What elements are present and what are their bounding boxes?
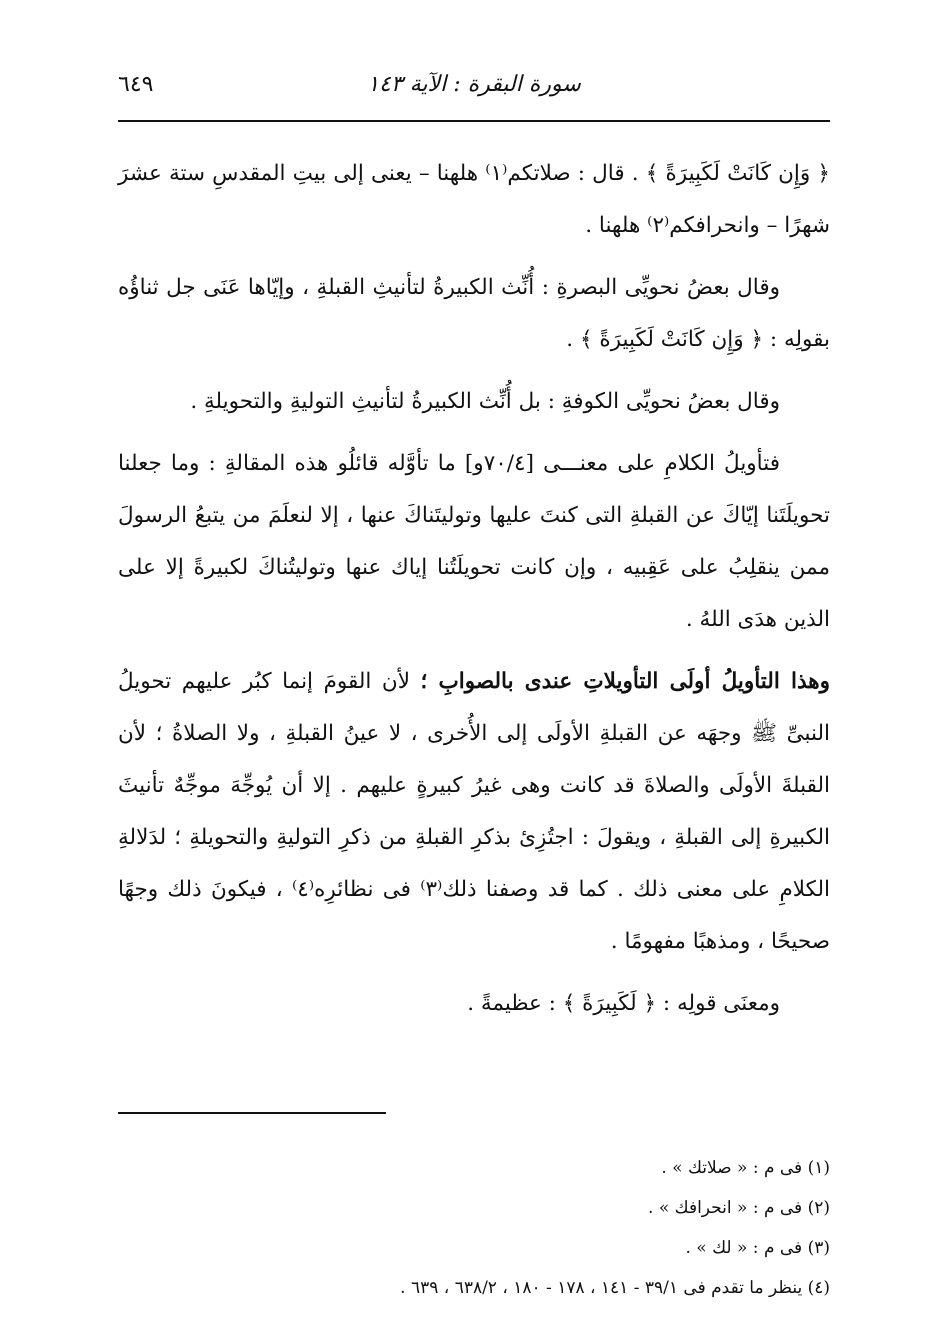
paragraph-3: وقال بعضُ نحويِّى الكوفةِ : بل أُنِّث الكبيرةُ لتأنيثِ التوليةِ والتحويلةِ . — [190, 389, 780, 414]
footnote-1: (١) فى م : « صلاتك » . — [661, 1158, 830, 1178]
paragraph-6: ومعنَى قولِه : ﴿ لَكَبِيرَةً ﴾ : عظيمةً . — [467, 991, 780, 1016]
book-page — [118, 0, 830, 1328]
header-rule — [118, 120, 830, 122]
footnote-2: (٢) فى م : « انحرافك » . — [648, 1198, 830, 1218]
footnote-3: (٣) فى م : « لك » . — [685, 1238, 830, 1258]
main-text — [118, 148, 830, 1030]
paragraph-5-lead: وهذا التأويلُ أولَى التأويلاتِ عندى بالصوابِ ؛ — [420, 669, 830, 694]
running-head: سورة البقرة : الآية ١٤٣ — [367, 72, 581, 97]
paragraph-4: فتأويلُ الكلامِ على معنـــى [٧٠/٤و] ما تأوَّله قائلُو هذه المقالةِ : وما جعلنا تحويلَتَنا إيّاكَ عن القبلةِ التى كنتَ عليها وتوليتَناكَ عنها ، إلا لنعلَمَ من يتبعُ الرسولَ ممن ينقلِبُ على عَقِبيه ، وإن كانت تحويلَتُنا إياك عنها وتوليتُناكَ لكبيرةً إلا على الذين هدَى اللهُ . — [118, 451, 830, 632]
paragraph-5 — [118, 656, 830, 968]
footnotes — [118, 1148, 830, 1308]
paragraph-5-body: لأن القومَ إنما كبُر عليهم تحويلُ النبىِّ ﷺ وجهَه عن القبلةِ الأولَى إلى الأُخرى ، لا عينُ القبلةِ ، ولا الصلاةُ ؛ لأن القبلةَ الأولَى والصلاةَ قد كانت وهى غيرُ كبيرةٍ عليهم . إلا أن يُوجِّهَ موجِّهٌ تأنيثَ الكبيرةِ إلى القبلةِ ، ويقولَ : اجتُزِئ بذكرِ القبلةِ من ذكرِ التوليةِ والتحويلةِ ؛ لدَلالةِ الكلامِ على معنى ذلك . كما قد وصفنا ذلك⁽٣⁾ فى نظائرِه⁽٤⁾ ، فيكونَ ذلك وجهًا صحيحًا ، ومذهبًا مفهومًا . — [118, 669, 830, 954]
page-number: ٦٤٩ — [118, 72, 154, 97]
paragraph-1: ﴿ وَإِن كَانَتْ لَكَبِيرَةً ﴾ . قال : صلاتكم⁽١⁾ هلهنا – يعنى إلى بيتِ المقدسِ ستة عشرَ شهرًا – وانحرافكم⁽٢⁾ هلهنا . — [118, 161, 830, 238]
paragraph-2: وقال بعضُ نحويِّى البصرةِ : أُنِّث الكبيرةُ لتأنيثِ القبلةِ ، وإيّاها عَنَى جل ثناؤُه بقولِه : ﴿ وَإِن كَانَتْ لَكَبِيرَةً ﴾ . — [118, 275, 830, 352]
page-header — [118, 72, 830, 112]
footnote-4: (٤) ينظر ما تقدم فى ٣٩/١ - ١٤١ ، ١٧٨ - ١٨٠ ، ٦٣٨/٢ ، ٦٣٩ . — [400, 1278, 830, 1298]
footnote-rule — [118, 1112, 386, 1114]
